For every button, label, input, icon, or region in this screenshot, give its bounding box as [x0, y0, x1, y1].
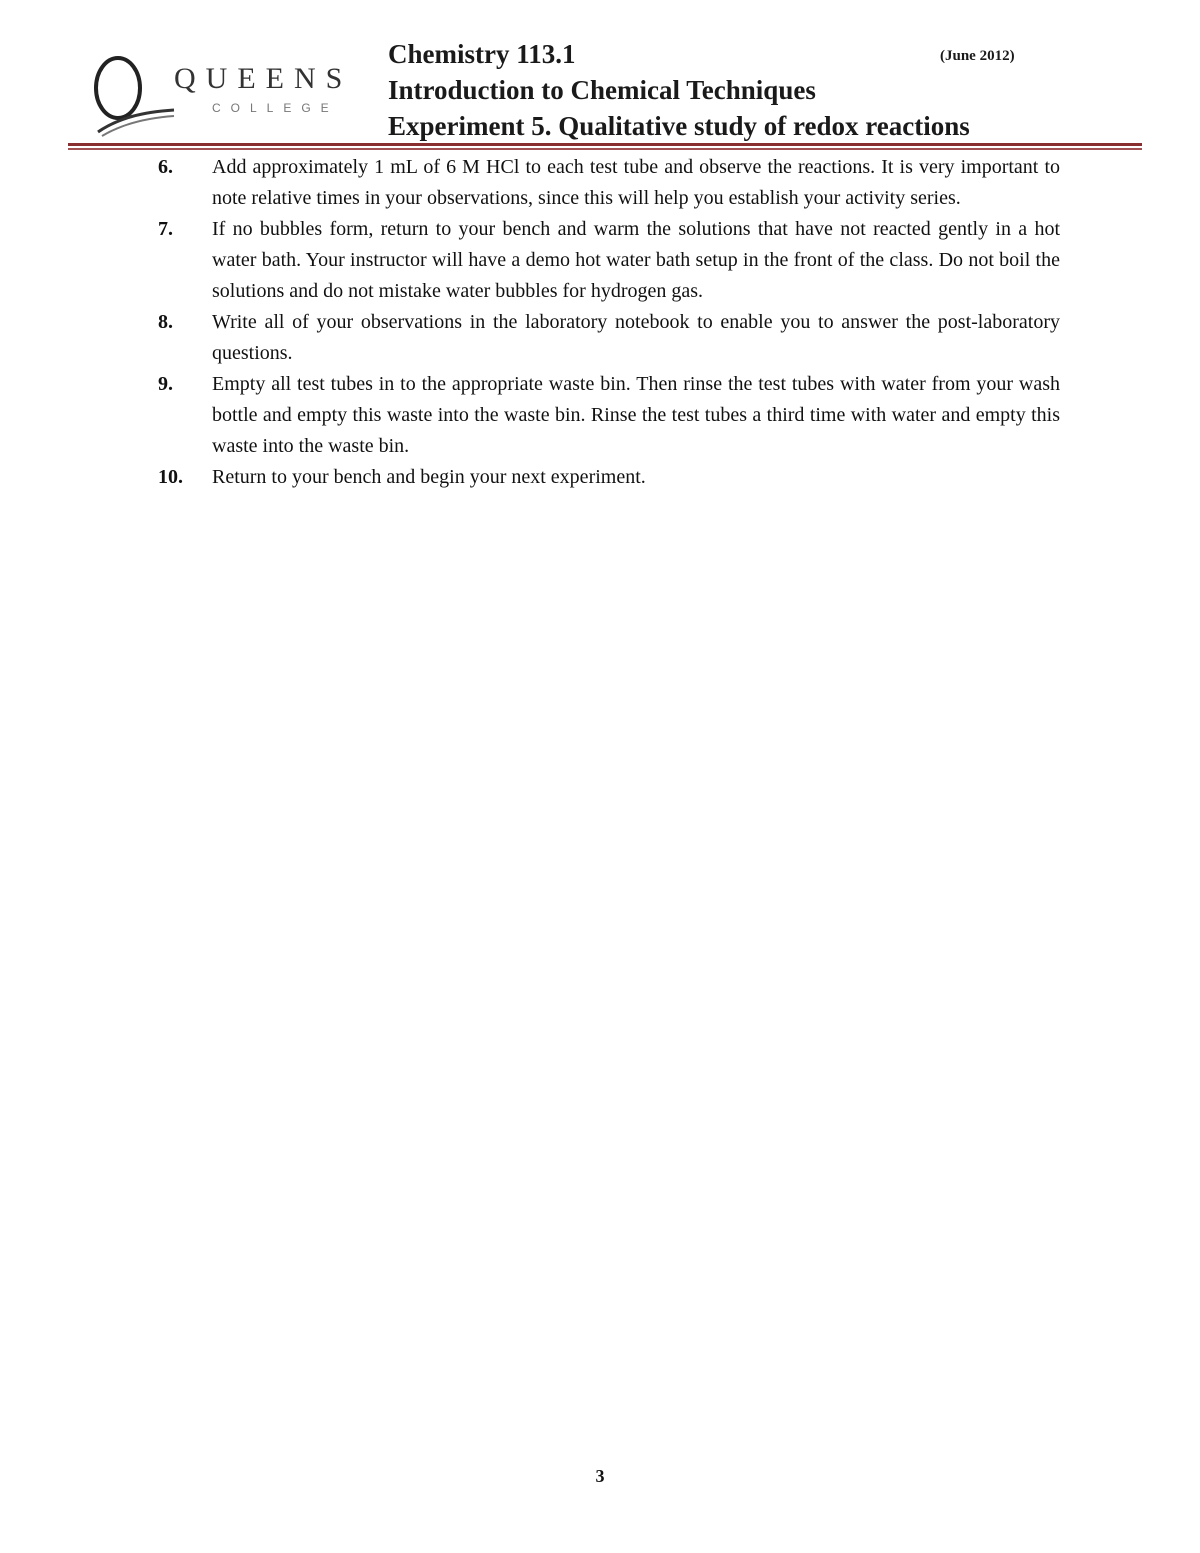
procedure-step: [158, 307, 1060, 369]
step-text: Write all of your observations in the laboratory notebook to enable you to answer the post-laboratory questions.: [212, 311, 1060, 364]
step-text: If no bubbles form, return to your bench and warm the solutions that have not reacted gently in a hot water bath. Your instructor will have a demo hot water bath setup in the front of the class. Do not boil the solutions and do not mistake water bubbles for hydrogen gas.: [212, 218, 1060, 302]
procedure-steps: [158, 152, 1060, 493]
step-text: Add approximately 1 mL of 6 M HCl to each test tube and observe the reactions. It is very important to note relative times in your observations, since this will help you establish your activity series.: [212, 156, 1060, 209]
logo-wordmark-college: COLLEGE: [212, 101, 339, 115]
document-date: (June 2012): [940, 48, 1015, 64]
header-rule: [68, 143, 1142, 146]
step-number: 6.: [158, 156, 173, 178]
header-rule-secondary: [68, 148, 1142, 150]
step-number: 9.: [158, 373, 173, 395]
step-number: 8.: [158, 311, 173, 333]
step-number: 10.: [158, 466, 183, 488]
procedure-step: [158, 152, 1060, 214]
page-number: 3: [595, 1466, 605, 1486]
course-subtitle: Introduction to Chemical Techniques: [388, 75, 816, 105]
procedure-step: [158, 369, 1060, 462]
course-title: Chemistry 113.1: [388, 39, 576, 69]
svg-text:Q: Q: [88, 50, 89, 51]
experiment-title: Experiment 5. Qualitative study of redox reactions: [388, 111, 970, 141]
procedure-step: [158, 214, 1060, 307]
page-header: [0, 0, 1200, 160]
step-text: Return to your bench and begin your next experiment.: [212, 466, 646, 488]
procedure-step: [158, 462, 1060, 493]
step-number: 7.: [158, 218, 173, 240]
logo-wordmark-queens: QUEENS: [174, 62, 353, 95]
logo-q-mark: [88, 50, 178, 140]
step-text: Empty all test tubes in to the appropriate waste bin. Then rinse the test tubes with water from your wash bottle and empty this waste into the waste bin. Rinse the test tubes a third time with water and empty this waste into the waste bin.: [212, 373, 1060, 457]
queens-college-logo: [88, 50, 368, 140]
